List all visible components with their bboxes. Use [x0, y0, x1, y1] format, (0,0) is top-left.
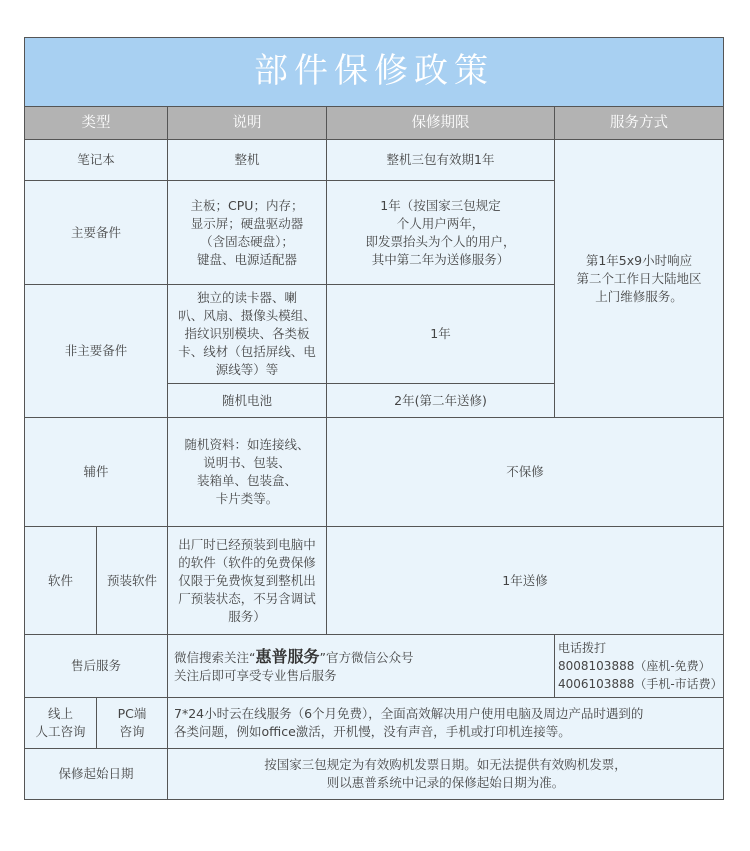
row-software-type: 软件 [25, 527, 97, 635]
row-start-date-desc: 按国家三包规定为有效购机发票日期。如无法提供有效购机发票， 则以惠普系统中记录的保修起始日期为准。 [264, 757, 627, 790]
row-after-sales-wechat [168, 635, 555, 698]
row-accessories-period: 不保修 [327, 418, 723, 527]
row-notebook-type: 笔记本 [25, 140, 168, 181]
header-type: 类型 [25, 107, 168, 140]
header-description: 说明 [168, 107, 327, 140]
row-software-period: 1年送修 [327, 527, 723, 635]
row-start-date-type: 保修起始日期 [25, 749, 168, 799]
header-period: 保修期限 [327, 107, 555, 140]
row-battery-desc: 随机电池 [168, 384, 327, 418]
row-minor-parts-period: 1年 [327, 285, 555, 384]
row-accessories-type: 辅件 [25, 418, 168, 527]
wechat-suffix: ”官方微信公众号 [319, 649, 414, 665]
header-service: 服务方式 [555, 107, 723, 140]
row-minor-parts-type: 非主要备件 [25, 285, 168, 418]
row-after-sales-phone: 电话拨打 8008103888（座机-免费） 4006103888（手机-市话费） [555, 635, 723, 698]
service-method: 第1年5x9小时响应 第二个工作日大陆地区 上门维修服务。 [555, 140, 723, 418]
row-battery-period: 2年(第二年送修) [327, 384, 555, 418]
row-notebook-period: 整机三包有效期1年 [327, 140, 555, 181]
row-online-subtype: PC端 咨询 [97, 698, 168, 749]
row-online-desc: 7*24小时云在线服务（6个月免费），全面高效解决用户使用电脑及周边产品时遇到的 各类问题，例如office激活，开机慢，没有声音，手机或打印机连接等。 [168, 698, 723, 749]
warranty-table [24, 37, 724, 800]
wechat-brand: 惠普服务 [255, 646, 320, 666]
row-main-parts-desc: 主板；CPU；内存； 显示屏；硬盘驱动器 （含固态硬盘）； 键盘、电源适配器 [168, 181, 327, 285]
page-title: 部件保修政策 [25, 38, 723, 107]
row-notebook-desc: 整机 [168, 140, 327, 181]
row-software-subtype: 预装软件 [97, 527, 168, 635]
row-software-desc: 出厂时已经预装到电脑中 的软件（软件的免费保修 仅限于免费恢复到整机出 厂预装状态，不另含调试 服务） [168, 527, 327, 635]
wechat-line-1 [174, 648, 413, 667]
row-after-sales-type: 售后服务 [25, 635, 168, 698]
wechat-prefix: 微信搜索关注“ [174, 649, 256, 665]
row-main-parts-period: 1年（按国家三包规定 个人用户两年， 即发票抬头为个人的用户， 其中第二年为送修服务） [327, 181, 555, 285]
row-main-parts-type: 主要备件 [25, 181, 168, 285]
row-minor-parts-desc: 独立的读卡器、喇 叭、风扇、摄像头模组、 指纹识别模块、各类板 卡、线材（包括屏线、电 源线等）等 [168, 285, 327, 384]
row-accessories-desc: 随机资料：如连接线、 说明书、包装、 装箱单、包装盒、 卡片类等。 [168, 418, 327, 527]
wechat-line-2: 关注后即可享受专业售后服务 [174, 667, 337, 683]
row-online-type: 线上 人工咨询 [25, 698, 97, 749]
